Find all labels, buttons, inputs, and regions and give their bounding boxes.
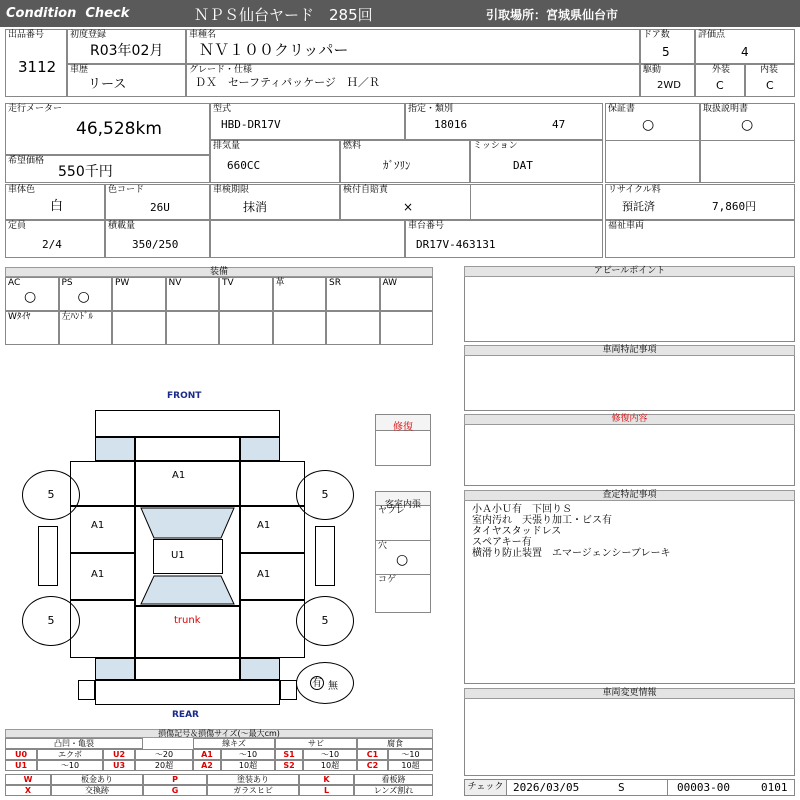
legend-cell: K bbox=[299, 774, 354, 785]
equipment-header bbox=[5, 267, 433, 277]
legend-cell: L bbox=[299, 785, 354, 796]
price-value: 550千円 bbox=[58, 164, 113, 180]
int-label: 内装 bbox=[760, 65, 779, 75]
legend-cell: ガラスヒビ bbox=[207, 785, 299, 796]
mileage-label: 走行メーター bbox=[8, 104, 63, 114]
ext-cell bbox=[695, 64, 745, 97]
repair-details-title: 修復内容 bbox=[611, 414, 648, 424]
designation-cell bbox=[405, 103, 603, 140]
equipment-item bbox=[326, 311, 380, 345]
lot-cell bbox=[5, 29, 67, 97]
equipment-item bbox=[273, 277, 327, 311]
legend-cell: 看板跡 bbox=[354, 774, 433, 785]
fuel-label: 燃料 bbox=[343, 141, 362, 151]
legend-cell: C2 bbox=[357, 760, 388, 771]
tire-front-right bbox=[296, 470, 354, 520]
mileage-cell bbox=[5, 103, 210, 155]
int-value: C bbox=[766, 79, 774, 92]
front-label: FRONT bbox=[167, 391, 202, 401]
legend-cell: ～10 bbox=[221, 749, 275, 760]
legend-cell: U2 bbox=[103, 749, 135, 760]
warranty-label: 保証書 bbox=[608, 104, 636, 114]
ext-label: 外装 bbox=[712, 65, 731, 75]
doors-value: 5 bbox=[662, 45, 670, 59]
changes-header bbox=[464, 688, 795, 699]
insurance-value: × bbox=[403, 200, 414, 214]
rear-right-corner-glass bbox=[240, 658, 280, 680]
score-label: 評価点 bbox=[698, 30, 726, 40]
changes-section bbox=[464, 688, 795, 776]
repair-details-section bbox=[464, 414, 795, 486]
inspection-cell bbox=[210, 184, 340, 220]
mileage-value: 46,528km bbox=[76, 119, 162, 139]
legend-cell: 交換跡 bbox=[51, 785, 143, 796]
legend-title: 損傷記号＆損傷サイズ(～最大cm) bbox=[158, 729, 280, 738]
equipment-label: PS bbox=[61, 278, 73, 288]
inspection-notes-title: 査定特記事項 bbox=[602, 490, 657, 500]
legend-cell: X bbox=[5, 785, 51, 796]
equipment-label: NV bbox=[168, 278, 182, 288]
int-cell bbox=[745, 64, 795, 97]
capacity-label: 定員 bbox=[8, 221, 27, 231]
car-name-cell bbox=[186, 29, 640, 64]
inspection-note: スペアキー有 bbox=[472, 537, 532, 548]
interior-item-label: ヤブレ bbox=[378, 506, 405, 516]
color-code-value: 26U bbox=[150, 201, 170, 214]
manual-cell bbox=[700, 103, 795, 183]
door-rear-left bbox=[70, 553, 135, 600]
rear-left-corner-glass bbox=[95, 658, 135, 680]
equipment-item bbox=[219, 277, 273, 311]
legend-cell: 10超 bbox=[303, 760, 357, 771]
score-cell bbox=[695, 29, 795, 64]
auction-name: ＮＰＳ仙台ヤード 285回 bbox=[194, 6, 373, 24]
front-left-corner-glass bbox=[95, 437, 135, 461]
drive-cell bbox=[640, 64, 695, 97]
interior-item bbox=[376, 574, 430, 608]
legend-cell: U3 bbox=[103, 760, 135, 771]
mission-value: DAT bbox=[513, 159, 533, 172]
capacity-value: 2/4 bbox=[42, 238, 62, 251]
price-cell bbox=[5, 155, 210, 183]
appeal-header bbox=[464, 266, 795, 277]
equipment-mark: ○ bbox=[77, 289, 90, 305]
legend-category-header: 凸凹・亀裂 bbox=[5, 738, 143, 749]
first-reg-value: R03年02月 bbox=[90, 43, 164, 59]
grade-value: ＤＸ セーフティパッケージ Ｈ／Ｒ bbox=[195, 76, 380, 89]
equipment-item bbox=[326, 277, 380, 311]
repair-box bbox=[375, 414, 431, 466]
tire-front-right-value: 5 bbox=[321, 488, 329, 501]
equipment-label: 革 bbox=[275, 278, 285, 288]
manual-divider bbox=[701, 140, 794, 141]
first-reg-label: 初度登録 bbox=[70, 30, 107, 40]
equipment-label: TV bbox=[222, 278, 234, 288]
check-date: 2026/03/05 bbox=[513, 781, 580, 794]
history-value: リース bbox=[88, 77, 127, 92]
model-label: 型式 bbox=[213, 104, 232, 114]
legend-cell: レンズ割れ bbox=[354, 785, 433, 796]
check-label: チェック bbox=[467, 782, 504, 792]
fuel-cell bbox=[340, 140, 470, 183]
equipment-item bbox=[5, 277, 59, 311]
blank-cell bbox=[210, 220, 405, 258]
roof bbox=[153, 539, 223, 574]
legend-cell: W bbox=[5, 774, 51, 785]
legend-cell: 20超 bbox=[135, 760, 193, 771]
insurance-divider bbox=[470, 185, 471, 219]
interior-box bbox=[375, 491, 431, 613]
history-label: 車歴 bbox=[70, 65, 89, 75]
load-cell bbox=[105, 220, 210, 258]
hood bbox=[135, 461, 240, 506]
welfare-cell bbox=[605, 220, 795, 258]
tire-front-left bbox=[22, 470, 80, 520]
door-front-right-code: A1 bbox=[257, 520, 271, 531]
changes-title: 車両変更情報 bbox=[602, 688, 657, 698]
sheet-title: Condition Check bbox=[6, 6, 130, 21]
legend-header bbox=[5, 729, 433, 738]
lot-label: 出品番号 bbox=[8, 30, 45, 40]
grade-cell bbox=[186, 64, 640, 97]
door-front-left-code: A1 bbox=[91, 520, 105, 531]
quarter-rear-right bbox=[240, 600, 305, 658]
designation-value: 18016 bbox=[434, 118, 468, 131]
manual-label: 取扱説明書 bbox=[703, 104, 749, 114]
inspection-note: 室内汚れ 天張り加工・ビス有 bbox=[472, 515, 612, 526]
equipment-label: AW bbox=[382, 278, 398, 288]
trunk bbox=[135, 606, 240, 658]
spare-tire bbox=[296, 662, 354, 704]
recycle-status: 預託済 bbox=[622, 200, 655, 213]
repair-details-header bbox=[464, 414, 795, 425]
interior-header bbox=[376, 492, 430, 510]
capacity-cell bbox=[5, 220, 105, 258]
legend-cell: ～20 bbox=[135, 749, 193, 760]
rear-center-panel bbox=[135, 658, 240, 680]
recycle-amount: 7,860円 bbox=[712, 200, 757, 213]
recycle-label: リサイクル料 bbox=[608, 185, 661, 195]
equipment-label: SR bbox=[329, 278, 341, 288]
legend-cell: ～10 bbox=[303, 749, 357, 760]
drive-value: 2WD bbox=[657, 80, 681, 91]
lot-number: 3112 bbox=[18, 58, 57, 76]
insurance-cell bbox=[340, 184, 603, 220]
equipment-title: 装備 bbox=[209, 267, 228, 277]
right-side-panel bbox=[315, 526, 335, 586]
tire-rear-left bbox=[22, 596, 80, 646]
legend-cell: U1 bbox=[5, 760, 37, 771]
spare-no-label: 無 bbox=[328, 681, 338, 692]
legend-category-header: 腐食 bbox=[357, 738, 433, 749]
car-name-value: ＮＶ１００クリッパー bbox=[199, 41, 349, 59]
category-value: 47 bbox=[552, 118, 566, 131]
interior-item bbox=[376, 540, 430, 574]
footer-code-1: 00003-00 bbox=[677, 781, 730, 794]
rear-bumper bbox=[95, 680, 280, 705]
ext-value: C bbox=[716, 79, 724, 92]
legend-cell: U0 bbox=[5, 749, 37, 760]
fender-front-right bbox=[240, 461, 305, 506]
appeal-section bbox=[464, 266, 795, 342]
warranty-divider bbox=[606, 140, 699, 141]
equipment-label: Wﾀｲﾔ bbox=[8, 312, 31, 322]
trunk-label: trunk bbox=[174, 615, 201, 626]
displacement-value: 660CC bbox=[227, 159, 261, 172]
pickup-location: 引取場所：宮城県仙台市 bbox=[486, 8, 619, 22]
special-title: 車両特記事項 bbox=[602, 345, 657, 355]
color-cell bbox=[5, 184, 105, 220]
color-code-cell bbox=[105, 184, 210, 220]
footer-divider bbox=[667, 780, 668, 795]
legend-cell: P bbox=[143, 774, 207, 785]
windshield bbox=[141, 508, 234, 538]
door-front-right bbox=[240, 506, 305, 553]
legend-cell: S1 bbox=[275, 749, 303, 760]
price-label: 希望価格 bbox=[8, 156, 45, 166]
history-cell bbox=[67, 64, 186, 97]
legend-category-header: サビ bbox=[275, 738, 357, 749]
legend-category-header: 線キズ bbox=[193, 738, 275, 749]
displacement-cell bbox=[210, 140, 340, 183]
hood-code: A1 bbox=[172, 470, 186, 481]
chassis-cell bbox=[405, 220, 603, 258]
legend-cell: A1 bbox=[193, 749, 221, 760]
tire-rear-right-value: 5 bbox=[321, 614, 329, 627]
fuel-value: ｶﾞｿﾘﾝ bbox=[383, 159, 411, 172]
inspection-notes-list bbox=[472, 504, 670, 559]
tire-rear-left-value: 5 bbox=[47, 614, 55, 627]
interior-item-label: 穴 bbox=[378, 541, 388, 551]
designation-label: 指定・類別 bbox=[408, 104, 454, 114]
legend-cell: C1 bbox=[357, 749, 388, 760]
quarter-rear-left bbox=[70, 600, 135, 658]
legend-cell: G bbox=[143, 785, 207, 796]
equipment-item bbox=[112, 277, 166, 311]
check-label-box bbox=[465, 780, 507, 795]
grade-label: グレード・仕様 bbox=[189, 65, 253, 75]
mission-cell bbox=[470, 140, 603, 183]
special-header bbox=[464, 345, 795, 356]
insurance-label: 検付自賠責 bbox=[343, 185, 389, 195]
equipment-item bbox=[5, 311, 59, 345]
recycle-cell bbox=[605, 184, 795, 220]
rear-left-lamp bbox=[78, 680, 95, 700]
rear-label: REAR bbox=[172, 710, 199, 720]
footer-bar bbox=[464, 779, 795, 796]
front-center-panel bbox=[135, 437, 240, 461]
interior-title: 客室内張 bbox=[384, 500, 421, 510]
warranty-cell bbox=[605, 103, 700, 183]
rear-right-lamp bbox=[280, 680, 297, 700]
first-reg-cell bbox=[67, 29, 186, 64]
displacement-label: 排気量 bbox=[213, 141, 241, 151]
left-side-panel bbox=[38, 526, 58, 586]
repair-title: 修復 bbox=[393, 422, 413, 433]
legend-cell: 塗装あり bbox=[207, 774, 299, 785]
model-value: HBD-DR17V bbox=[221, 118, 281, 131]
equipment-label: AC bbox=[8, 278, 21, 288]
equipment-item bbox=[219, 311, 273, 345]
doors-label: ドア数 bbox=[643, 30, 670, 40]
load-label: 積載量 bbox=[108, 221, 136, 231]
warranty-mark: ○ bbox=[642, 117, 655, 133]
equipment-item bbox=[59, 277, 113, 311]
inspection-notes-header bbox=[464, 490, 795, 501]
score-value: 4 bbox=[741, 45, 749, 59]
equipment-mark: ○ bbox=[24, 289, 37, 305]
equipment-item bbox=[166, 311, 220, 345]
equipment-item bbox=[380, 311, 434, 345]
header-bar bbox=[0, 0, 800, 27]
equipment-item bbox=[380, 277, 434, 311]
manual-mark: ○ bbox=[741, 117, 754, 133]
color-value: 白 bbox=[50, 199, 64, 214]
legend-cell: S2 bbox=[275, 760, 303, 771]
legend-cell: A2 bbox=[193, 760, 221, 771]
welfare-label: 福祉車両 bbox=[608, 221, 645, 231]
door-rear-right-code: A1 bbox=[257, 569, 271, 580]
legend-cell: ～10 bbox=[388, 749, 433, 760]
interior-item-mark: ○ bbox=[396, 552, 409, 568]
fender-front-left bbox=[70, 461, 135, 506]
footer-code-2: 0101 bbox=[761, 781, 788, 794]
appeal-title: アピールポイント bbox=[593, 266, 666, 276]
mission-label: ミッション bbox=[473, 141, 518, 151]
model-cell bbox=[210, 103, 405, 140]
equipment-item bbox=[273, 311, 327, 345]
chassis-value: DR17V-463131 bbox=[416, 238, 496, 251]
legend-cell: 板金あり bbox=[51, 774, 143, 785]
front-right-corner-glass bbox=[240, 437, 280, 461]
inspection-note: 小Ａ小Ｕ有 下回りＳ bbox=[472, 504, 572, 515]
chassis-label: 車台番号 bbox=[408, 221, 445, 231]
check-grade: S bbox=[618, 781, 625, 794]
inspection-value: 抹消 bbox=[243, 200, 268, 214]
color-label: 車体色 bbox=[8, 185, 36, 195]
legend-cell: エクボ bbox=[37, 749, 103, 760]
interior-item bbox=[376, 506, 430, 540]
doors-cell bbox=[640, 29, 695, 64]
repair-box-header bbox=[376, 415, 430, 431]
drive-label: 駆動 bbox=[643, 65, 662, 75]
equipment-item bbox=[112, 311, 166, 345]
spare-yes-label: 有 bbox=[312, 678, 322, 689]
equipment-item bbox=[166, 277, 220, 311]
interior-item-label: コゲ bbox=[378, 575, 397, 585]
color-code-label: 色コード bbox=[108, 185, 145, 195]
tire-rear-right bbox=[296, 596, 354, 646]
front-bumper bbox=[95, 410, 280, 437]
tire-front-left-value: 5 bbox=[47, 488, 55, 501]
inspection-note: 横滑り防止装置 エマージェンシーブレーキ bbox=[472, 548, 671, 559]
inspection-note: タイヤスタッドレス bbox=[472, 526, 562, 537]
door-rear-right bbox=[240, 553, 305, 600]
rear-window bbox=[141, 576, 234, 604]
legend-cell: 10超 bbox=[221, 760, 275, 771]
legend-cell: ～10 bbox=[37, 760, 103, 771]
inspection-notes-section bbox=[464, 490, 795, 684]
equipment-label: PW bbox=[115, 278, 130, 288]
inspection-label: 車検期限 bbox=[213, 185, 250, 195]
door-rear-left-code: A1 bbox=[91, 569, 105, 580]
roof-code: U1 bbox=[171, 550, 185, 561]
equipment-label: 左ﾊﾝﾄﾞﾙ bbox=[61, 312, 94, 322]
door-front-left bbox=[70, 506, 135, 553]
load-value: 350/250 bbox=[132, 238, 179, 251]
legend-cell: 10超 bbox=[388, 760, 433, 771]
car-name-label: 車種名 bbox=[189, 30, 217, 40]
equipment-item bbox=[59, 311, 113, 345]
special-section bbox=[464, 345, 795, 411]
